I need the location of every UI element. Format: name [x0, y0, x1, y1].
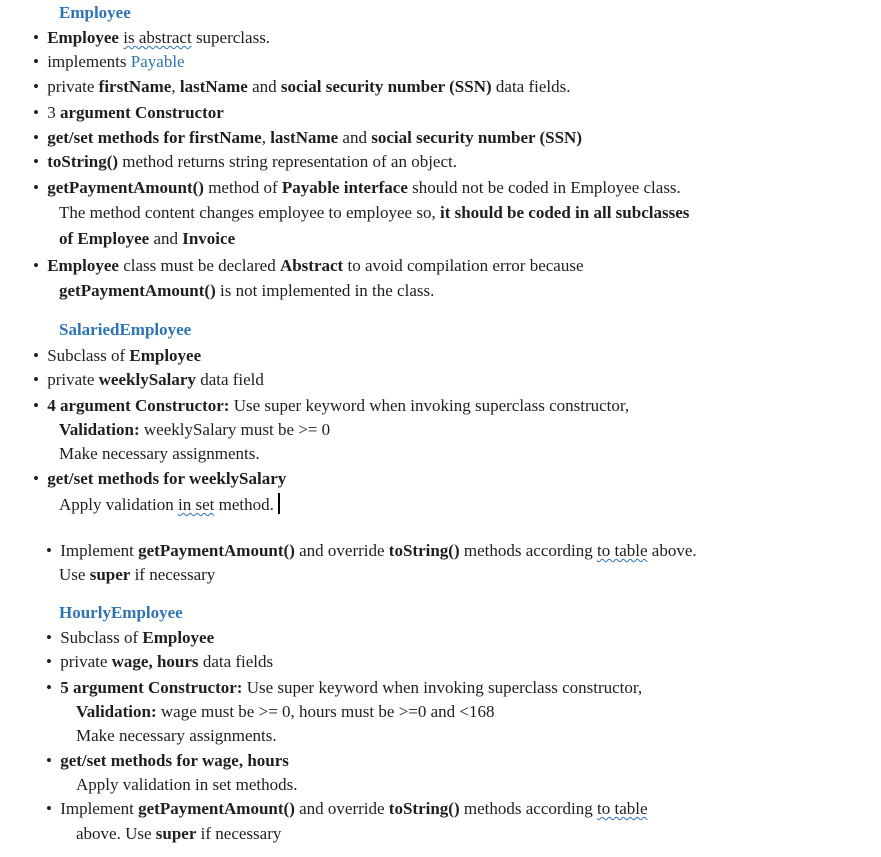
- list-text: methods according: [459, 799, 598, 818]
- list-item-continuation: [59, 420, 330, 440]
- list-item: [46, 799, 648, 819]
- list-item: [33, 178, 681, 198]
- list-text: getPaymentAmount(): [47, 178, 204, 197]
- list-item-continuation: [59, 565, 215, 585]
- list-text: and override: [294, 799, 389, 818]
- list-item: [33, 52, 185, 72]
- employee-heading: Employee: [59, 3, 131, 22]
- list-item-continuation: [59, 493, 280, 515]
- bullet-marker: •: [33, 346, 39, 365]
- list-text: ,: [261, 128, 271, 147]
- list-text: and: [247, 77, 281, 96]
- list-text: Use super keyword when invoking superclass constructor,: [229, 396, 630, 415]
- list-text: Make necessary assignments.: [59, 444, 260, 463]
- list-text: Subclass of: [60, 628, 143, 647]
- list-text: weeklySalary: [98, 370, 196, 389]
- list-text: private: [60, 652, 112, 671]
- list-text: and override: [294, 541, 389, 560]
- list-text: getPaymentAmount(): [138, 799, 295, 818]
- list-text: 3: [47, 103, 60, 122]
- list-text: wage must be >= 0, hours must be >=0 and <168: [156, 702, 495, 721]
- text-cursor: [278, 493, 280, 514]
- list-text: should not be coded in Employee class.: [407, 178, 681, 197]
- bullet-marker: •: [46, 652, 52, 671]
- bullet-marker: •: [46, 751, 52, 770]
- list-text: Apply validation in set methods.: [76, 775, 298, 794]
- list-text: is not implemented in the class.: [215, 281, 435, 300]
- list-text: Validation:: [59, 420, 140, 439]
- list-item-continuation: [59, 444, 260, 464]
- list-item-continuation: [76, 775, 297, 795]
- list-item: [46, 628, 214, 648]
- list-text: implements: [47, 52, 131, 71]
- list-text: 5 argument Constructor:: [60, 678, 243, 697]
- list-text: it should be coded in all subclasses: [439, 203, 690, 222]
- list-text: get/set methods for weeklySalary: [47, 469, 287, 488]
- list-text: class must be declared: [118, 256, 280, 275]
- list-item: [33, 103, 224, 123]
- spell-flagged-text: in set: [177, 495, 215, 514]
- list-text: toString(): [388, 541, 460, 560]
- list-text: and: [338, 128, 372, 147]
- list-text: Employee: [47, 28, 119, 47]
- list-text: Implement: [60, 541, 139, 560]
- spell-flagged-text: to table: [597, 799, 648, 818]
- list-text: The method content changes employee to employee so,: [59, 203, 440, 222]
- list-text: superclass.: [191, 28, 271, 47]
- list-text: Implement: [60, 799, 139, 818]
- list-item: [46, 652, 273, 672]
- list-item-continuation: [76, 702, 494, 722]
- list-item: [33, 28, 270, 48]
- list-text: argument Constructor: [59, 103, 224, 122]
- list-text: to avoid compilation error because: [343, 256, 584, 275]
- list-item-continuation: [76, 726, 277, 746]
- list-text: Employee: [129, 346, 202, 365]
- bullet-marker: •: [33, 28, 39, 47]
- list-item-continuation: [59, 203, 689, 223]
- list-text: social security number (SSN): [371, 128, 582, 147]
- list-text: get/set methods for firstName: [47, 128, 262, 147]
- list-item-continuation: [59, 281, 434, 301]
- list-item: [33, 396, 629, 416]
- list-text: data fields: [198, 652, 274, 671]
- list-text: super: [89, 565, 131, 584]
- list-text: weeklySalary must be >= 0: [139, 420, 331, 439]
- bullet-marker: •: [33, 128, 39, 147]
- list-text: Use: [59, 565, 90, 584]
- list-text: 4 argument Constructor:: [47, 396, 230, 415]
- list-text: ,: [171, 77, 180, 96]
- list-text: getPaymentAmount(): [138, 541, 295, 560]
- list-text: private: [47, 77, 99, 96]
- bullet-marker: •: [33, 152, 39, 171]
- list-text: method returns string representation of an object.: [118, 152, 457, 171]
- list-text: Abstract: [279, 256, 344, 275]
- list-text: methods according: [459, 541, 598, 560]
- list-text: Use super keyword when invoking superclass constructor,: [242, 678, 643, 697]
- bullet-marker: •: [33, 52, 39, 71]
- list-item: [46, 678, 642, 698]
- list-text: data fields.: [491, 77, 571, 96]
- list-text: and: [149, 229, 183, 248]
- list-item: [33, 77, 571, 97]
- list-text: private: [47, 370, 99, 389]
- list-item: [33, 256, 584, 276]
- bullet-marker: •: [33, 103, 39, 122]
- list-text: Validation:: [76, 702, 157, 721]
- list-text: method of: [203, 178, 282, 197]
- list-text: super: [155, 824, 197, 843]
- spell-flagged-text: is abstract: [123, 28, 192, 47]
- bullet-marker: •: [46, 678, 52, 697]
- list-item: [33, 469, 286, 489]
- list-text: if necessary: [196, 824, 282, 843]
- list-text: data field: [195, 370, 264, 389]
- list-text: Employee: [142, 628, 215, 647]
- list-item-continuation: [76, 824, 281, 844]
- bullet-marker: •: [33, 77, 39, 96]
- list-text: Payable interface: [281, 178, 408, 197]
- list-text: firstName: [98, 77, 172, 96]
- list-text: lastName: [270, 128, 339, 147]
- list-text: Employee: [47, 256, 119, 275]
- list-text: toString(): [47, 152, 119, 171]
- list-item: [33, 128, 582, 148]
- list-item-continuation: [59, 229, 235, 249]
- list-item: [33, 152, 457, 172]
- list-text: Subclass of: [47, 346, 130, 365]
- list-item: [33, 346, 201, 366]
- payable-link-text: Payable: [130, 52, 185, 71]
- list-text: if necessary: [130, 565, 216, 584]
- list-text: Make necessary assignments.: [76, 726, 277, 745]
- bullet-marker: •: [46, 541, 52, 560]
- bullet-marker: •: [33, 396, 39, 415]
- list-text: above. Use: [76, 824, 156, 843]
- list-text: Apply validation: [59, 495, 178, 514]
- list-text: get/set methods for wage, hours: [60, 751, 289, 770]
- list-text: lastName: [179, 77, 248, 96]
- list-text: wage, hours: [111, 652, 199, 671]
- list-text: of Employee: [59, 229, 150, 248]
- spell-flagged-text: to table: [597, 541, 648, 560]
- hourly-employee-heading: HourlyEmployee: [59, 603, 183, 622]
- bullet-marker: •: [33, 469, 39, 488]
- bullet-marker: •: [33, 370, 39, 389]
- list-text: above.: [647, 541, 697, 560]
- bullet-marker: •: [46, 628, 52, 647]
- list-text: Invoice: [182, 229, 236, 248]
- list-text: social security number (SSN): [280, 77, 492, 96]
- bullet-marker: •: [33, 178, 39, 197]
- list-text: method.: [214, 495, 274, 514]
- list-text: getPaymentAmount(): [59, 281, 216, 300]
- list-text: toString(): [388, 799, 460, 818]
- bullet-marker: •: [46, 799, 52, 818]
- list-item: [46, 541, 697, 561]
- list-item: [33, 370, 264, 390]
- salaried-employee-heading: SalariedEmployee: [59, 320, 192, 339]
- list-item: [46, 751, 289, 771]
- bullet-marker: •: [33, 256, 39, 275]
